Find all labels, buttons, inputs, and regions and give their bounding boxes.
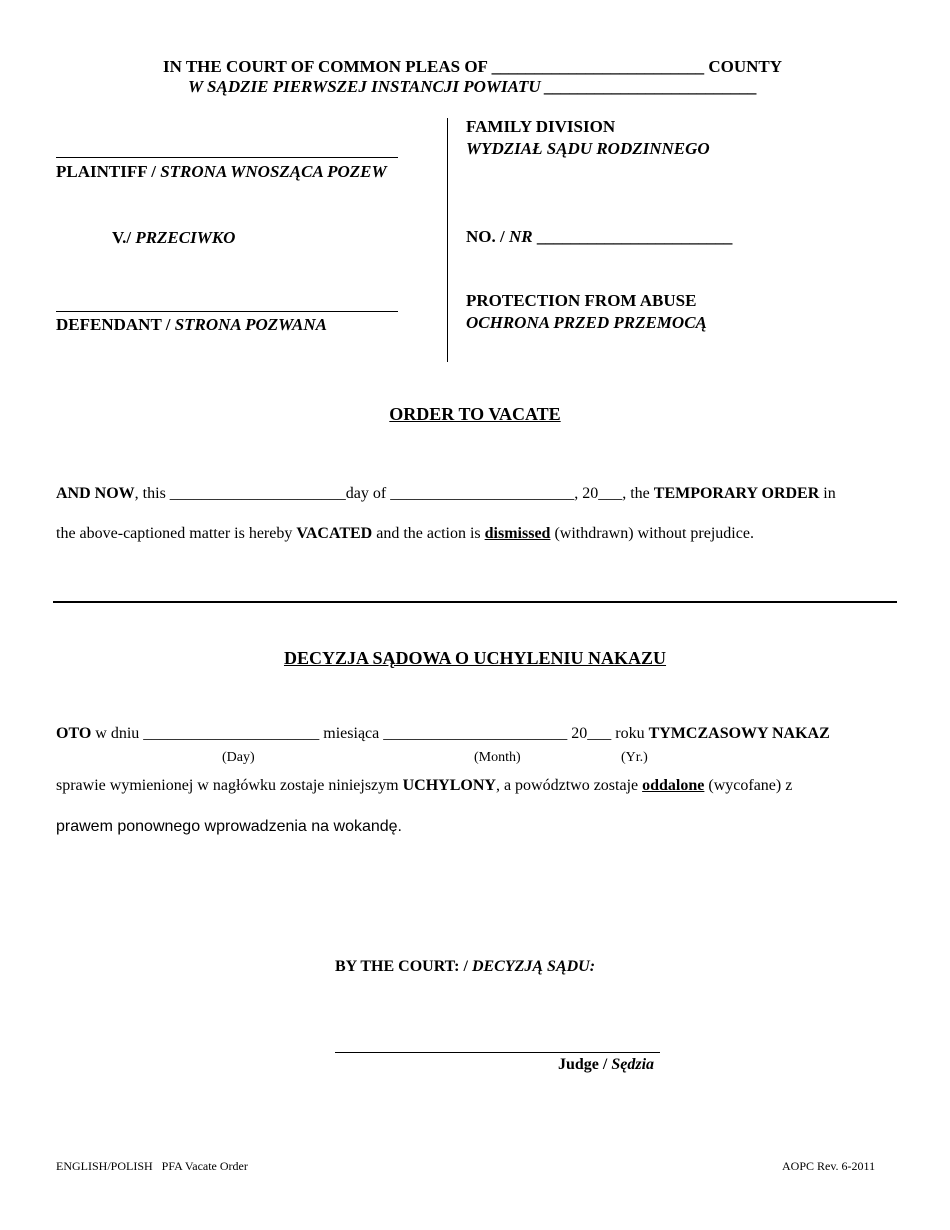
docket-label-en: NO. / [466,227,505,246]
pfa-pl: OCHRONA PRZED PRZEMOCĄ [466,313,707,332]
by-the-court [335,957,595,976]
order-text-b: and the action is [372,525,485,542]
footer-form-name: ENGLISH/POLISH PFA Vacate Order [56,1159,248,1173]
date-blanks: , this ______________________day of _______________________, 20___, the [134,485,654,502]
docket-number [466,227,732,247]
year-caption: (Yr.) [621,750,648,765]
footer-revision: AOPC Rev. 6-2011 [782,1159,876,1173]
judge-signature-line [335,1052,660,1053]
order-text-a: the above-captioned matter is hereby [56,525,297,542]
docket-label-pl: NR [508,227,533,246]
and-now: AND NOW [56,485,135,502]
date-blanks-pl: w dniu ______________________ miesiąca _______________________ 20___ roku [91,725,649,742]
plaintiff-label-pl: STRONA WNOSZĄCA POZEW [160,162,387,181]
month-caption: (Month) [474,750,521,765]
order-pl-text-c: (wycofane) z [704,777,793,794]
county-blank-pl: _________________________ [544,77,758,96]
county-blank: _________________________ [491,57,705,76]
order-pl-line2 [56,776,792,795]
tymczasowy-nakaz: TYMCZASOWY NAKAZ [648,725,830,742]
court-heading-pl-text: W SĄDZIE PIERWSZEJ INSTANCJI POWIATU [188,77,541,96]
order-pl-text-b: , a powództwo zostaje [495,777,643,794]
judge-label-pl: Sędzia [611,1056,655,1073]
by-the-court-en: BY THE COURT: / [335,958,468,975]
section-divider [53,601,897,603]
versus-label-en: V./ [112,228,132,247]
division-en: FAMILY DIVISION [466,117,616,136]
order-paragraph-line1 [56,484,836,503]
defendant-label [56,315,327,335]
judge-label-en: Judge / [558,1056,608,1073]
division-pl: WYDZIAŁ SĄDU RODZINNEGO [466,139,710,158]
docket-blank: _______________________ [536,227,733,246]
county-label: COUNTY [708,57,782,76]
versus-label [112,228,235,248]
defendant-label-pl: STRONA POZWANA [174,315,327,334]
plaintiff-label-en: PLAINTIFF / [56,162,156,181]
court-heading-pl [188,77,757,97]
versus-label-pl: PRZECIWKO [135,228,236,247]
oto: OTO [56,725,92,742]
vacated: VACATED [296,525,373,542]
plaintiff-signature-line [56,157,398,158]
order-text-c: (withdrawn) without prejudice. [550,525,754,542]
court-heading-en [163,57,782,77]
court-heading-en-text: IN THE COURT OF COMMON PLEAS OF [163,57,488,76]
pfa-en: PROTECTION FROM ABUSE [466,291,697,310]
caption-divider [447,118,448,362]
order-pl-line3: prawem ponownego wprowadzenia na wokandę. [56,818,402,835]
oddalone: oddalone [642,777,705,794]
defendant-signature-line [56,311,398,312]
dismissed: dismissed [484,525,551,542]
order-pl-line1 [56,724,830,743]
judge-label [558,1055,654,1074]
plaintiff-label [56,162,387,182]
in-word: in [819,485,836,502]
order-pl-text-a: sprawie wymienionej w nagłówku zostaje niniejszym [56,777,403,794]
uchylony: UCHYLONY [402,777,496,794]
day-caption: (Day) [222,750,255,765]
order-paragraph-line2 [56,524,754,543]
order-title-pl: DECYZJA SĄDOWA O UCHYLENIU NAKAZU [283,648,667,668]
defendant-label-en: DEFENDANT / [56,315,171,334]
temporary-order: TEMPORARY ORDER [653,485,820,502]
order-title: ORDER TO VACATE [389,404,561,424]
by-the-court-pl: DECYZJĄ SĄDU: [471,958,596,975]
